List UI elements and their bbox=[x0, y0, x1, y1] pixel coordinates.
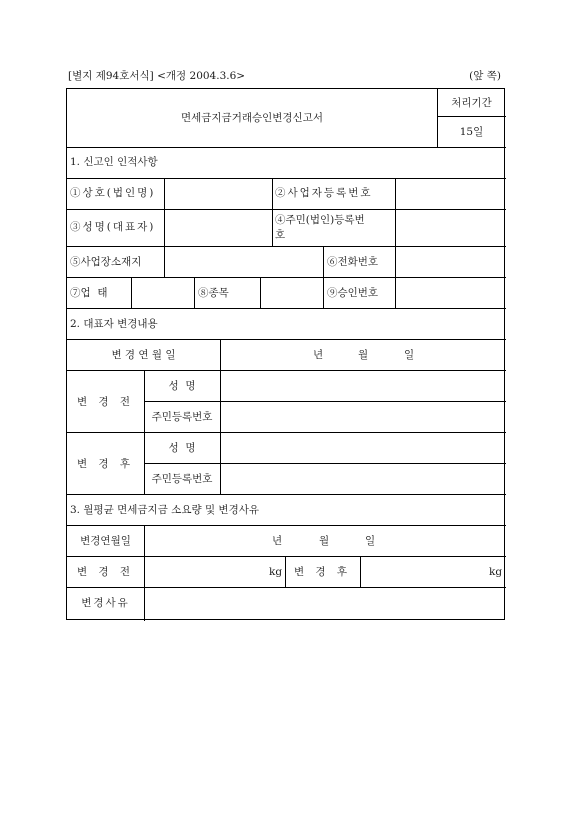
company-name-label: ①상호(법인명) bbox=[70, 187, 156, 199]
rep-date-day: 일 bbox=[404, 349, 415, 361]
change-reason-label: 변경사유 bbox=[81, 597, 130, 609]
rep-date-year: 년 bbox=[313, 349, 324, 361]
amount-date-month: 월 bbox=[319, 535, 330, 547]
page-side-label: (앞 쪽) bbox=[469, 70, 501, 82]
section3-heading: 3. 월평균 면세금지금 소요량 및 변경사유 bbox=[70, 504, 259, 516]
amount-date-year: 년 bbox=[272, 535, 283, 547]
rep-after-label: 변 경 후 bbox=[76, 458, 135, 470]
section1-heading: 1. 신고인 인적사항 bbox=[70, 156, 158, 168]
business-item-label: ⑧종목 bbox=[198, 287, 229, 299]
rep-date-month: 월 bbox=[358, 349, 369, 361]
resident-reg-no-label-cont: 호 bbox=[275, 229, 286, 241]
business-reg-no-label: ②사업자등록번호 bbox=[275, 187, 373, 199]
resident-reg-no-label: ④주민(법인)등록번 bbox=[275, 214, 365, 226]
section2-heading: 2. 대표자 변경내용 bbox=[70, 318, 158, 330]
representative-label: ③성명(대표자) bbox=[70, 221, 156, 233]
rep-before-name-label: 성 명 bbox=[168, 380, 196, 392]
form-title: 면세금지금거래승인변경신고서 bbox=[180, 112, 323, 124]
form-number: [별지 제94호서식] <개정 2004.3.6> bbox=[68, 70, 246, 82]
amount-change-date-label: 변경연월일 bbox=[80, 535, 131, 547]
rep-after-resident-no-label: 주민등록번호 bbox=[151, 473, 213, 485]
rep-before-resident-no-label: 주민등록번호 bbox=[151, 411, 213, 423]
amount-before-label: 변 경 전 bbox=[76, 566, 135, 578]
processing-period-label: 처리기간 bbox=[451, 97, 492, 109]
phone-label: ⑥전화번호 bbox=[327, 256, 379, 268]
processing-period-value: 15일 bbox=[459, 126, 484, 138]
amount-date-day: 일 bbox=[365, 535, 376, 547]
rep-after-name-label: 성 명 bbox=[168, 442, 196, 454]
amount-after-unit: kg bbox=[489, 566, 503, 578]
business-address-label: ⑤사업장소재지 bbox=[70, 256, 142, 268]
business-type-label: ⑦업 태 bbox=[70, 287, 108, 299]
approval-no-label: ⑨승인번호 bbox=[327, 287, 379, 299]
report-form bbox=[66, 88, 505, 620]
rep-before-label: 변 경 전 bbox=[76, 396, 135, 408]
amount-before-unit: kg bbox=[269, 566, 283, 578]
amount-after-label: 변 경 후 bbox=[293, 566, 352, 578]
rep-change-date-label: 변 경 연 월 일 bbox=[111, 349, 176, 361]
